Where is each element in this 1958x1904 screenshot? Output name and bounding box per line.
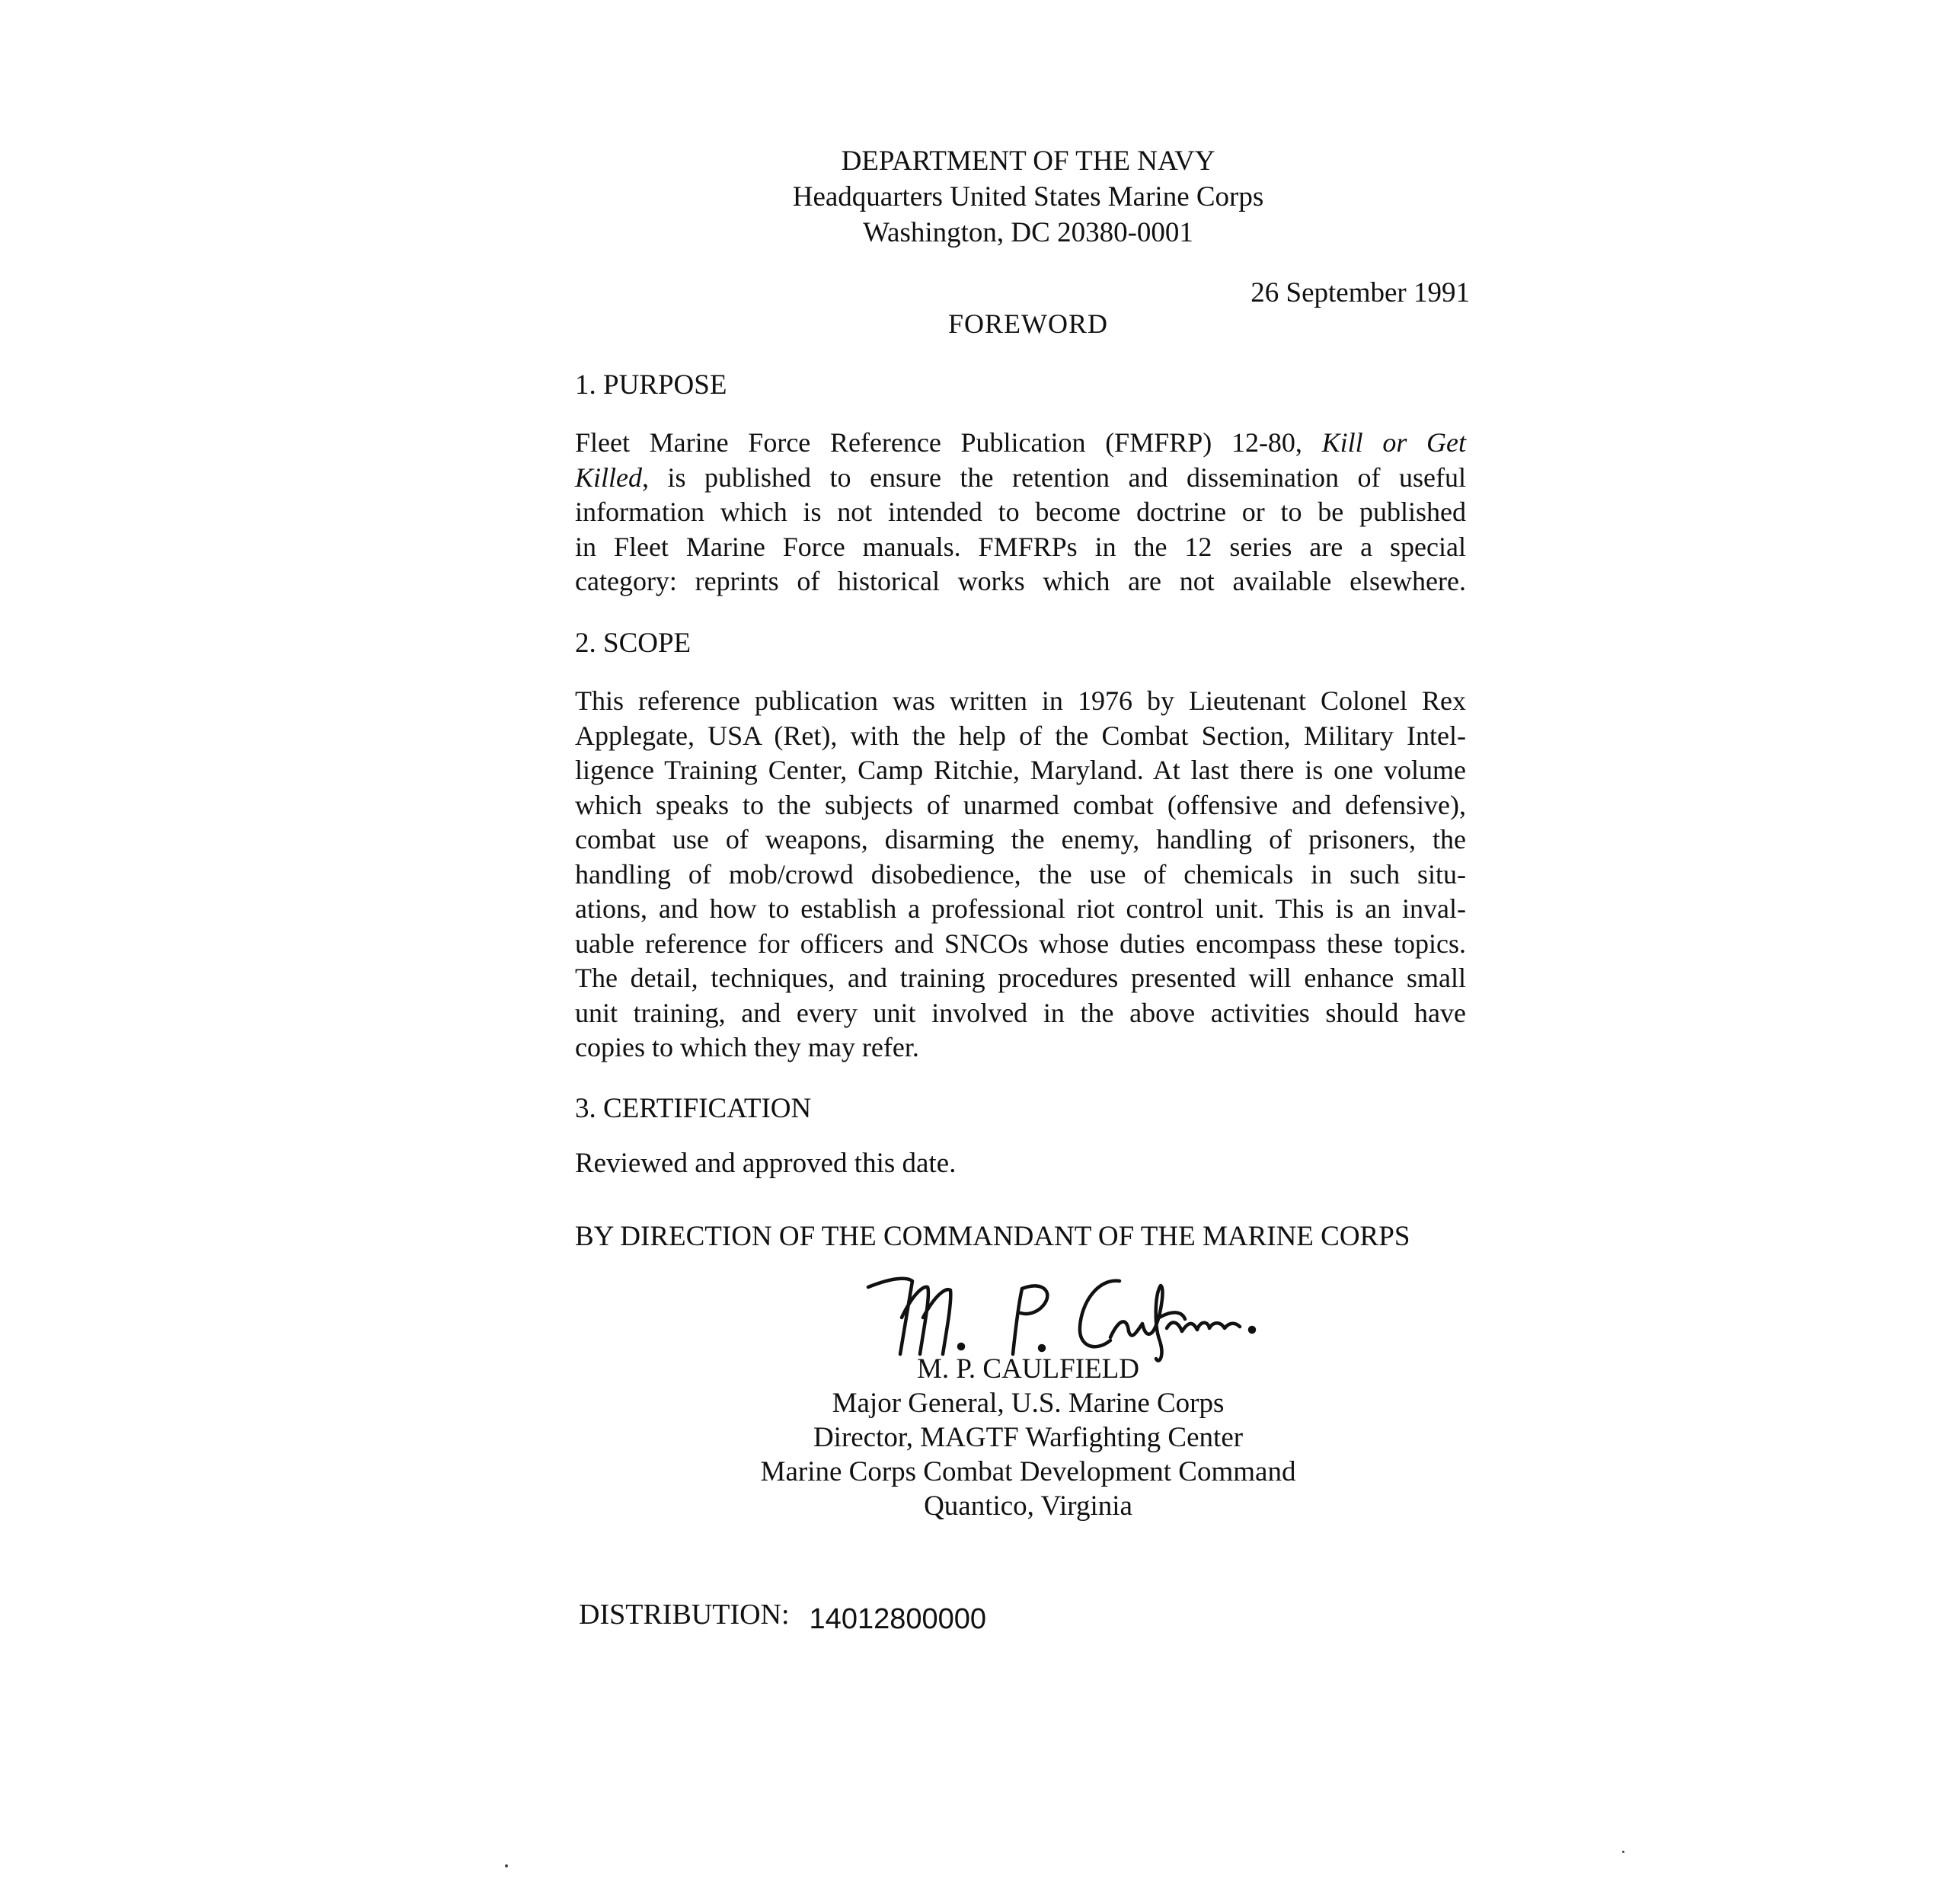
signer-rank: Major General, U.S. Marine Corps — [832, 1388, 1225, 1419]
signer-name: M. P. CAULFIELD — [917, 1353, 1139, 1385]
purpose-line-4: in Fleet Marine Force manuals. FMFRPs in the 12 series are a special — [575, 531, 1466, 562]
document-date: 26 September 1991 — [1251, 277, 1470, 308]
scope-line-9: The detail, techniques, and training procedures presented will enhance small — [575, 963, 1466, 993]
distribution-label: DISTRIBUTION: — [579, 1599, 790, 1631]
handwritten-signature — [853, 1264, 1325, 1363]
scope-line-5: combat use of weapons, disarming the enemy, handling of prisoners, the — [575, 824, 1466, 855]
signer-title: Director, MAGTF Warfighting Center — [813, 1422, 1244, 1453]
signature-block — [647, 1352, 1409, 1523]
scan-speck — [505, 1864, 508, 1867]
scope-line-2: Applegate, USA (Ret), with the help of the Combat Section, Military Intel- — [575, 720, 1466, 751]
scope-heading: 2. SCOPE — [575, 628, 692, 659]
purpose-paragraph — [575, 426, 1466, 599]
purpose-line-1: Fleet Marine Force Reference Publication (FMFRP) 12-80, Kill or Get — [575, 427, 1466, 458]
direction-line: BY DIRECTION OF THE COMMANDANT OF THE MARINE CORPS — [575, 1221, 1410, 1252]
letterhead — [647, 143, 1409, 251]
scope-line-1: This reference publication was written in 1976 by Lieutenant Colonel Rex — [575, 685, 1466, 716]
scope-line-11: copies to which they may refer. — [575, 1032, 919, 1062]
signer-location: Quantico, Virginia — [924, 1490, 1132, 1522]
purpose-heading: 1. PURPOSE — [575, 369, 727, 401]
page-title: FOREWORD — [947, 308, 1108, 339]
scope-line-3: ligence Training Center, Camp Ritchie, Maryland. At last there is one volume — [575, 755, 1466, 785]
scan-speck — [1622, 1851, 1624, 1853]
certification-heading: 3. CERTIFICATION — [575, 1093, 812, 1124]
scope-line-8: uable reference for officers and SNCOs whose duties encompass these topics. — [575, 928, 1466, 959]
letterhead-headquarters: Headquarters United States Marine Corps — [792, 181, 1264, 212]
scope-line-6: handling of mob/crowd disobedience, the use of chemicals in such situ- — [575, 858, 1466, 890]
purpose-line-3: information which is not intended to become doctrine or to be published — [575, 497, 1466, 527]
signer-command: Marine Corps Combat Development Command — [760, 1456, 1296, 1487]
scope-line-7: ations, and how to establish a professional riot control unit. This is an inval- — [575, 893, 1466, 924]
scope-line-10: unit training, and every unit involved in the above activities should have — [575, 997, 1466, 1028]
scope-paragraph — [575, 684, 1466, 1065]
purpose-line-5: category: reprints of historical works which are not available elsewhere. — [575, 566, 1466, 596]
distribution-line — [579, 1598, 987, 1635]
scope-line-4: which speaks to the subjects of unarmed combat (offensive and defensive), — [575, 789, 1466, 820]
distribution-code: 14012800000 — [809, 1603, 987, 1635]
certification-text: Reviewed and approved this date. — [575, 1148, 957, 1179]
purpose-line-2: Killed, is published to ensure the retention and dissemination of useful — [575, 462, 1466, 493]
letterhead-department: DEPARTMENT OF THE NAVY — [841, 145, 1215, 177]
letterhead-address: Washington, DC 20380-0001 — [863, 217, 1193, 248]
